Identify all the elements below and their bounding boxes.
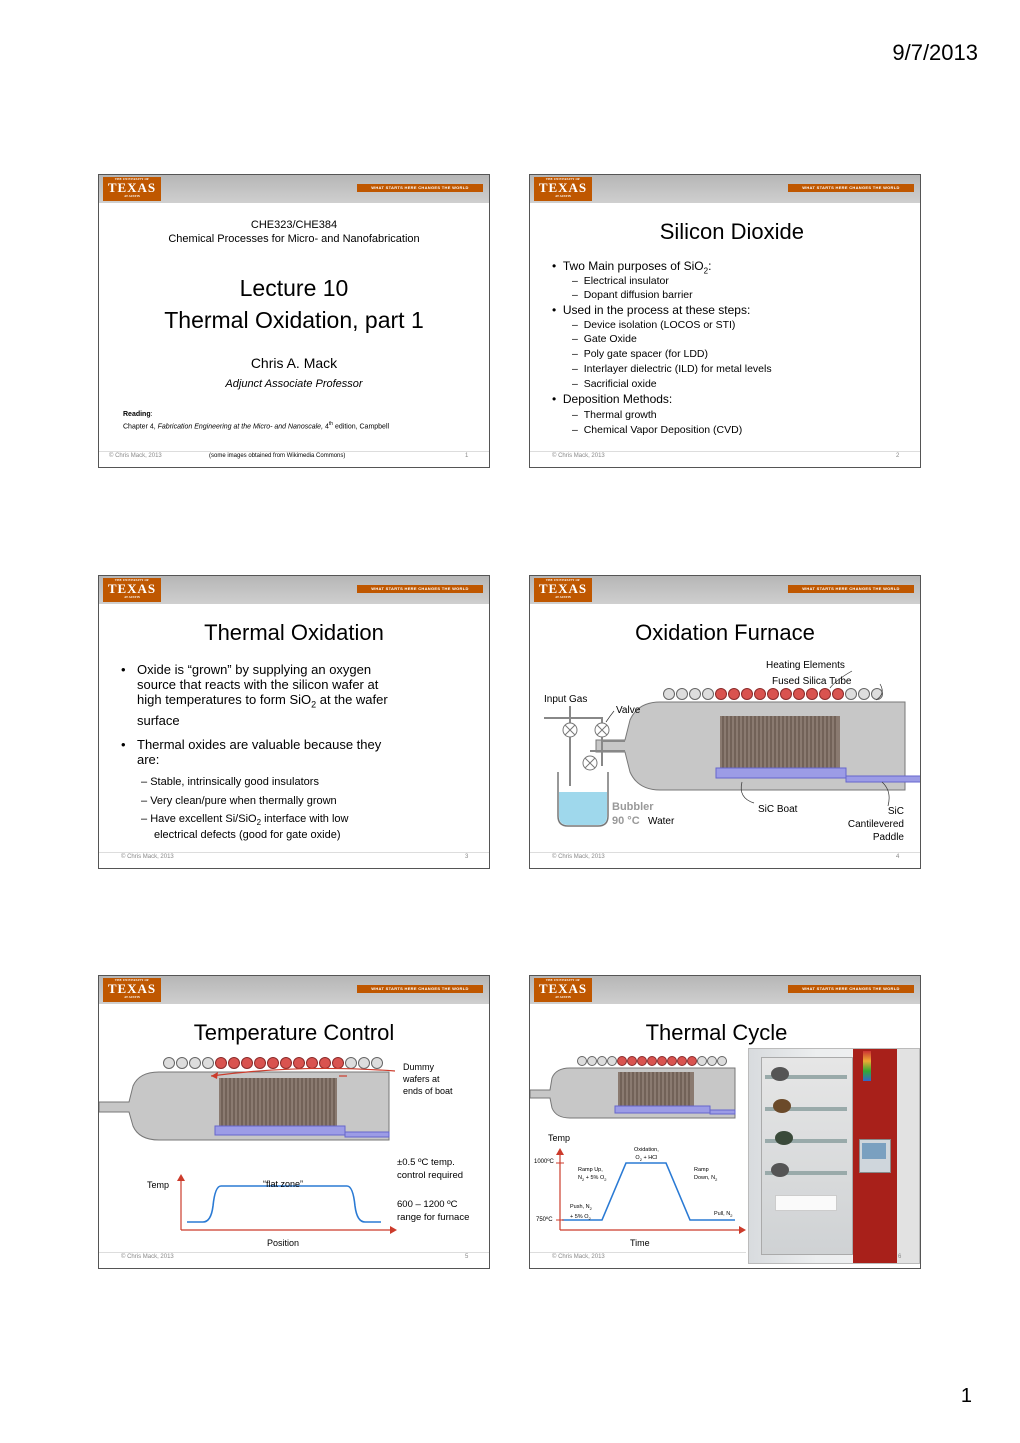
slide-header (99, 175, 489, 203)
label-water: Water (648, 816, 675, 827)
reading-label: Reading: (123, 411, 153, 418)
wafer-stack (219, 1078, 337, 1126)
slide-6 (529, 975, 921, 1269)
tagline: WHAT STARTS HERE CHANGES THE WORLD (357, 985, 483, 993)
slide-title: Silicon Dioxide (659, 219, 804, 244)
tagline: WHAT STARTS HERE CHANGES THE WORLD (788, 985, 914, 993)
list-item: – Chemical Vapor Deposition (CVD) (572, 424, 743, 436)
list-item: – Dopant diffusion barrier (572, 289, 693, 301)
slide-number: 6 (898, 1254, 902, 1260)
heating-elements (578, 1057, 727, 1066)
footer-copyright: © Chris Mack, 2013 (109, 453, 162, 459)
furnace-photo (748, 1048, 920, 1264)
header-date: 9/7/2013 (892, 40, 978, 65)
slide-title: Thermal Oxidation (204, 620, 384, 645)
slide-title: Oxidation Furnace (635, 620, 815, 645)
slide-number: 3 (465, 854, 469, 860)
slide-number: 1 (465, 453, 469, 459)
tick-label-1000: 1000ºC (534, 1159, 554, 1165)
footer-copyright: © Chris Mack, 2013 (552, 854, 605, 860)
label-flat-zone: “flat zone” (263, 1179, 304, 1189)
slide-3 (98, 575, 490, 869)
footer-copyright: © Chris Mack, 2013 (121, 854, 174, 860)
list-item: – Device isolation (LOCOS or STI) (572, 319, 736, 331)
sic-boat (716, 768, 846, 778)
slide-number: 4 (896, 854, 900, 860)
footer-copyright: © Chris Mack, 2013 (552, 453, 605, 459)
label-bubbler: Bubbler (612, 801, 654, 813)
axis-label-temp: Temp (147, 1180, 170, 1190)
reading-text: Chapter 4, Fabrication Engineering at the Micro- and Nanoscale, 4th edition, Campbell (123, 421, 390, 431)
tagline: WHAT STARTS HERE CHANGES THE WORLD (357, 184, 483, 192)
label-pull: Pull, $N_2$ (714, 1211, 733, 1219)
ut-logo: THE UNIVERSITY OF TEXAS AT AUSTIN (534, 578, 592, 602)
sic-boat (215, 1126, 345, 1135)
label-temp-control: ±0.5 ºC temp. control required (397, 1157, 464, 1181)
tagline: WHAT STARTS HERE CHANGES THE WORLD (788, 585, 914, 593)
label-valve: Valve (616, 705, 641, 716)
slide-header (530, 175, 920, 203)
list-item: – Electrical insulator (572, 275, 669, 287)
label-sic-boat: SiC Boat (758, 804, 798, 815)
label-temp-range: 600 – 1200 ºC range for furnace (397, 1199, 470, 1223)
slide-5 (98, 975, 490, 1269)
label-oxidation: Oxidation, $O_2$ + HCl (634, 1147, 659, 1163)
course-title: Chemical Processes for Micro- and Nanofabrication (168, 233, 420, 245)
list-item: – Stable, intrinsically good insulators (141, 776, 319, 788)
ut-logo: THE UNIVERSITY OF TEXAS AT AUSTIN (103, 578, 161, 602)
list-item: – Very clean/pure when thermally grown (141, 795, 337, 807)
sic-boat (615, 1106, 710, 1113)
bullet-methods: • Deposition Methods: (552, 392, 673, 406)
list-item-continued: electrical defects (good for gate oxide) (154, 829, 341, 841)
list-item: – Thermal growth (572, 409, 657, 421)
label-dummy-wafers: Dummy wafers at ends of boat (403, 1062, 453, 1096)
slide-1 (98, 174, 490, 468)
axis-label-position: Position (267, 1238, 300, 1248)
sic-paddle (846, 776, 921, 782)
slide-title: Temperature Control (193, 1020, 395, 1045)
footer-note: (some images obtained from Wikimedia Commons) (209, 453, 346, 459)
wafer-stack (618, 1072, 694, 1106)
slide-number: 2 (896, 453, 900, 459)
slide-4 (529, 575, 921, 869)
lecture-title: Thermal Oxidation, part 1 (164, 307, 424, 333)
label-fused-silica-tube: Fused Silica Tube (772, 676, 852, 687)
ut-logo: THE UNIVERSITY OF TEXAS AT AUSTIN (103, 978, 161, 1002)
bullet-purposes: • Two Main purposes of SiO$_2$: (552, 259, 712, 276)
sic-paddle (710, 1110, 735, 1114)
bullet-steps: • Used in the process at these steps: (552, 303, 751, 317)
label-ramp-up: Ramp Up, $N_2 + 5\%$ $O_2$ (578, 1167, 607, 1183)
label-input-gas: Input Gas (544, 694, 588, 705)
slide-header (99, 576, 489, 604)
footer-copyright: © Chris Mack, 2013 (121, 1254, 174, 1260)
slide-2 (529, 174, 921, 468)
ut-logo: THE UNIVERSITY OF TEXAS AT AUSTIN (534, 177, 592, 201)
tagline: WHAT STARTS HERE CHANGES THE WORLD (357, 585, 483, 593)
heating-elements (664, 689, 883, 700)
label-push: Push, $N_2$ + 5% $O_2$ (570, 1204, 592, 1222)
axis-label-time: Time (630, 1238, 650, 1248)
slide-title: Thermal Cycle (645, 1020, 788, 1045)
bullet-valuable: • Thermal oxides are valuable because they are: (121, 737, 382, 767)
list-item: – Interlayer dielectric (ILD) for metal levels (572, 363, 772, 375)
list-item: – Sacrificial oxide (572, 378, 657, 390)
temperature-control-diagram (99, 976, 490, 1269)
ut-logo: THE UNIVERSITY OF TEXAS AT AUSTIN (103, 177, 161, 201)
list-item: – Gate Oxide (572, 333, 637, 345)
bullet-oxide-grown: • Oxide is “grown” by supplying an oxygen source that reacts with the silicon wafer at high temperatures to form SiO$_2$ at the wafer surface (121, 662, 388, 728)
course-code: CHE323/CHE384 (250, 219, 338, 231)
list-item: – Have excellent Si/SiO$_2$ interface with low (141, 813, 349, 828)
slide-number: 5 (465, 1254, 469, 1260)
label-ramp-down: Ramp Down, $N_2$ (694, 1167, 718, 1183)
author-name: Chris A. Mack (250, 355, 338, 371)
label-bubbler-temp: 90 °C (612, 815, 640, 827)
ut-logo: THE UNIVERSITY OF TEXAS AT AUSTIN (534, 978, 592, 1002)
temperature-curve (187, 1186, 381, 1222)
list-item: – Poly gate spacer (for LDD) (572, 348, 708, 360)
sic-paddle (345, 1132, 389, 1137)
page-number: 1 (960, 1385, 972, 1407)
label-heating-elements: Heating Elements (766, 660, 845, 671)
bubbler-water (559, 792, 607, 825)
author-role: Adjunct Associate Professor (225, 378, 363, 390)
lecture-number: Lecture 10 (239, 275, 349, 301)
tick-label-750: 750ºC (536, 1217, 553, 1223)
footer-copyright: © Chris Mack, 2013 (552, 1254, 605, 1260)
tagline: WHAT STARTS HERE CHANGES THE WORLD (788, 184, 914, 192)
axis-label-temp: Temp (548, 1133, 571, 1143)
label-sic-paddle: SiC Cantilevered Paddle (847, 806, 904, 843)
wafer-stack (720, 716, 840, 768)
heating-elements (164, 1058, 383, 1069)
